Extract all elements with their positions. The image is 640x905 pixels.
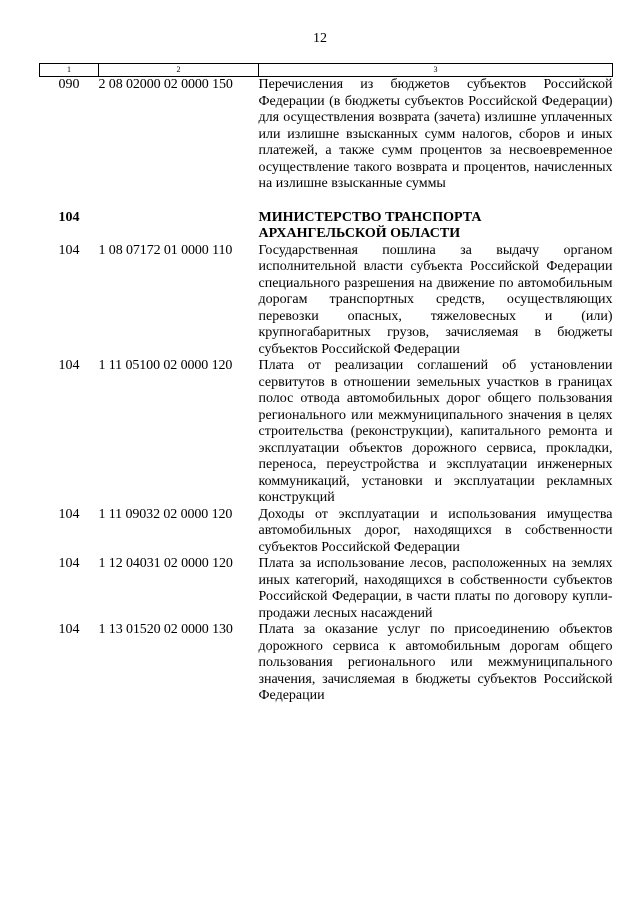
admin-code-cell: 104 — [58, 506, 80, 522]
column-header-2: 2 — [99, 64, 259, 77]
table-row — [40, 556, 613, 622]
revenue-name-cell: Плата от реализации соглашений об установлении сервитутов в отношении земельных участков в границах полос отвода автомобильных дорог общего пользования регионального или межмуниципального значения в целях строительства (реконструкции), капитального ремонта и эксплуатации объектов дорожного сервиса, прокладки, переноса, переустройства и эксплуатации инженерных коммуникаций, установки и эксплуатации рекламных конструкций — [258, 358, 613, 505]
page-number: 12 — [313, 31, 327, 46]
table-row — [40, 77, 613, 193]
column-header-1: 1 — [40, 64, 99, 77]
revenue-code-cell: 1 13 01520 02 0000 130 — [98, 622, 233, 637]
admin-code-cell: 104 — [58, 242, 80, 258]
admin-code-cell: 104 — [58, 209, 80, 225]
revenue-code-cell: 1 11 09032 02 0000 120 — [98, 506, 233, 522]
section-title: МИНИСТЕРСТВО ТРАНСПОРТА АРХАНГЕЛЬСКОЙ ОБЛАСТИ — [258, 209, 482, 241]
revenue-code-cell: 1 11 05100 02 0000 120 — [98, 358, 233, 373]
admin-code-cell: 104 — [58, 622, 80, 637]
revenue-codes-table — [39, 63, 613, 705]
revenue-name-cell: Перечисления из бюджетов субъектов Российской Федерации (в бюджеты субъектов Российской Федерации) для осуществления возврата (зачета) излишне уплаченных или излишне взысканных сумм налогов, сборов и иных платежей, а также сумм процентов за несвоевременное осуществление такого возврата и процентов, начисленных на излишне взысканные суммы — [258, 77, 613, 191]
table-row — [40, 507, 613, 557]
revenue-code-cell: 1 08 07172 01 0000 110 — [98, 242, 233, 258]
revenue-name-cell: Доходы от эксплуатации и использования имущества автомобильных дорог, находящихся в собственности субъектов Российской Федерации — [258, 506, 613, 555]
table-row — [40, 358, 613, 507]
revenue-code-cell — [99, 193, 259, 243]
revenue-code-cell: 2 08 02000 02 0000 150 — [98, 77, 233, 92]
revenue-name-cell: Государственная пошлина за выдачу органом исполнительной власти субъекта Российской Федерации специального разрешения на движение по автомобильным дорогам транспортных средств, осуществляющих перевозки опасных, тяжеловесных и (или) крупногабаритных грузов, зачисляемая в бюджеты субъектов Российской Федерации — [258, 242, 613, 357]
section-heading-row — [40, 193, 613, 243]
column-header-3: 3 — [259, 64, 613, 77]
revenue-name-cell: Плата за оказание услуг по присоединению объектов дорожного сервиса к автомобильным дорогам общего пользования регионального или межмуниципального значения, зачисляемая в бюджеты субъектов Российской Федерации — [258, 622, 613, 703]
table-row — [40, 243, 613, 359]
table-header-row — [40, 64, 613, 77]
admin-code-cell: 104 — [58, 556, 80, 571]
table-row — [40, 622, 613, 705]
revenue-code-cell: 1 12 04031 02 0000 120 — [98, 556, 233, 571]
revenue-name-cell: Плата за использование лесов, расположенных на землях иных категорий, находящихся в собственности субъектов Российской Федерации, в части платы по договору купли-продажи лесных насаждений — [258, 556, 613, 621]
admin-code-cell: 090 — [58, 77, 80, 92]
admin-code-cell: 104 — [58, 358, 80, 373]
